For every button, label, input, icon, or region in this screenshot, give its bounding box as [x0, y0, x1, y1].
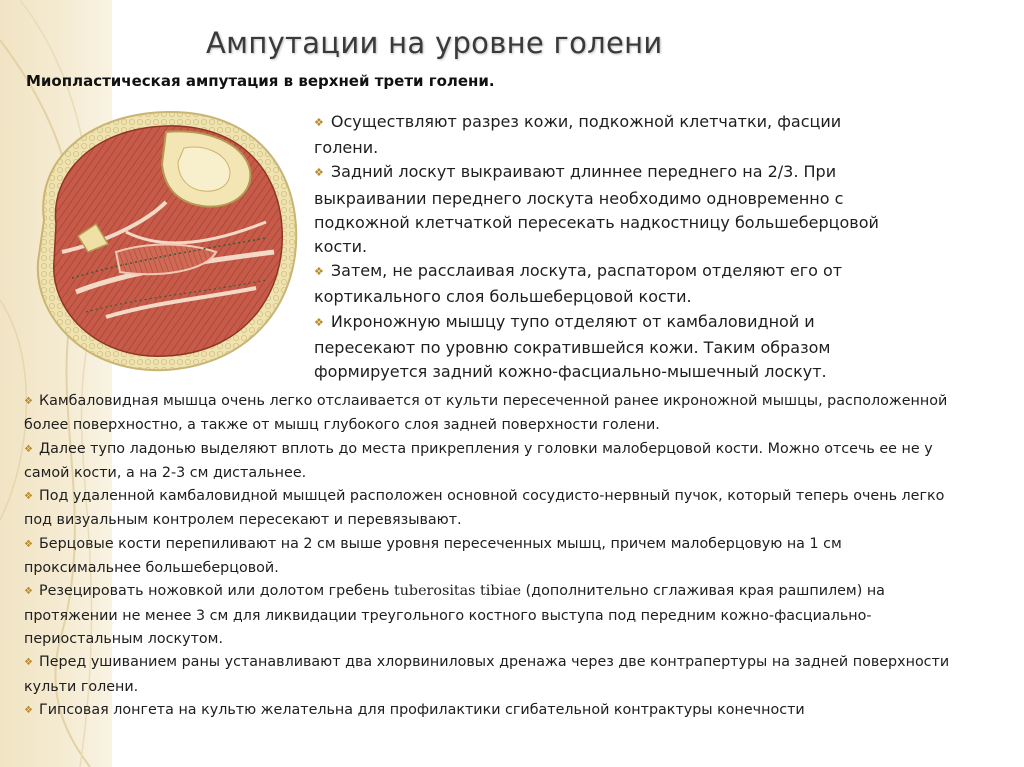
list-item: ❖ Под удаленной камбаловидной мышцей расположен основной сосудисто-нервный пучок, который теперь очень легко под визуальным контролем пересекают и перевязывают.	[24, 485, 954, 533]
list-item: ❖ Гипсовая лонгета на культю желательна для профилактики сгибательной контрактуры конечности	[24, 699, 954, 723]
list-item: ❖ Задний лоскут выкраивают длиннее переднего на 2/3. При выкраивании переднего лоскута необходимо одновременно с подкожной клетчаткой пересекать надкостницу большеберцовой кости.	[314, 162, 879, 257]
list-item: ❖ Далее тупо ладонью выделяют вплоть до места прикрепления у головки малоберцовой кости. Можно отсечь ее не у самой кости, а на 2-3 см дистальнее.	[24, 438, 954, 486]
list-item: ❖ Перед ушиванием раны устанавливают два хлорвиниловых дренажа через две контрапертуры на задней поверхности культи голени.	[24, 651, 954, 699]
diamond-bullet-icon: ❖	[24, 491, 33, 503]
diamond-bullet-icon: ❖	[314, 166, 324, 180]
bottom-bullet-list	[24, 390, 954, 723]
latin-term: tuberositas tibiae	[393, 583, 522, 600]
diamond-bullet-icon: ❖	[314, 315, 324, 329]
leg-cross-section-illustration	[16, 102, 300, 380]
list-item: ❖ Берцовые кости перепиливают на 2 см выше уровня пересеченных мышц, причем малоберцовую на 1 см проксимальнее большеберцовой.	[24, 533, 954, 581]
diamond-bullet-icon: ❖	[24, 704, 33, 716]
diamond-bullet-icon: ❖	[24, 586, 33, 598]
diamond-bullet-icon: ❖	[314, 265, 324, 279]
diamond-bullet-icon: ❖	[24, 443, 33, 455]
list-item: ❖ Затем, не расслаивая лоскута, распатором отделяют его от кортикального слоя большеберцовой кости.	[314, 261, 843, 307]
page-title: Ампутации на уровне голени	[206, 26, 663, 60]
list-item: ❖ Камбаловидная мышца очень легко отслаивается от культи пересеченной ранее икроножной мышцы, расположенной более поверхностно, а также от мышц глубокого слоя задней поверхности голени.	[24, 390, 954, 438]
diamond-bullet-icon: ❖	[24, 657, 33, 669]
diamond-bullet-icon: ❖	[24, 538, 33, 550]
page-subtitle: Миопластическая ампутация в верхней трети голени.	[26, 72, 495, 90]
list-item: ❖ Осуществляют разрез кожи, подкожной клетчатки, фасции голени.	[314, 112, 842, 158]
list-item: ❖ Резецировать ножовкой или долотом гребень tuberositas tibiae (дополнительно сглаживая края рашпилем) на протяжении не менее 3 см для ликвидации треугольного костного выступа под передним кожно-фасциально-периостальным лоскутом.	[24, 580, 954, 651]
top-bullet-list	[314, 110, 904, 384]
diamond-bullet-icon: ❖	[314, 116, 324, 129]
diamond-bullet-icon: ❖	[24, 396, 33, 407]
list-item: ❖ Икроножную мышцу тупо отделяют от камбаловидной и пересекают по уровню сократившейся кожи. Таким образом формируется задний кожно-фасциально-мышечный лоскут.	[314, 311, 831, 382]
